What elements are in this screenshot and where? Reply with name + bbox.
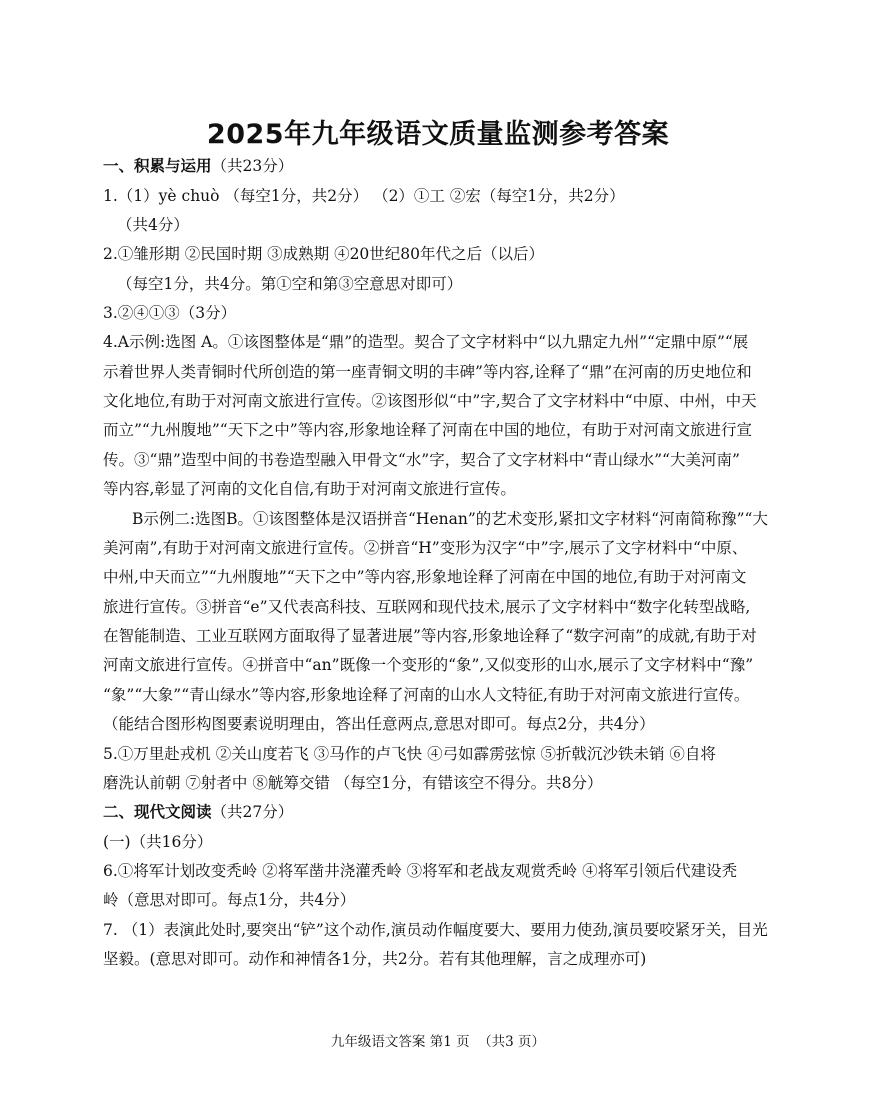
answer-line: 美河南”,有助于对河南文旅进行宣传。②拼音“H”变形为汉字“中”字,展示了文字材料中“中原、 xyxy=(103,539,748,557)
answer-line: 4.A示例:选图 A。①该图整体是“鼎”的造型。契合了文字材料中“以九鼎定九州”“定鼎中原”“展 xyxy=(103,333,749,351)
answer-line: 传。③“鼎”造型中间的书卷造型融入甲骨文“水”字，契合了文字材料中“青山绿水”“大美河南” xyxy=(103,451,740,469)
answer-line: 中州,中天而立”“九州腹地”“天下之中”等内容,形象地诠释了河南在中国的地位,有助于对河南文 xyxy=(103,568,747,586)
section-heading-2 xyxy=(103,802,293,822)
answer-line: B示例二:选图B。①该图整体是汉语拼音“Henan”的艺术变形,紧扣文字材料“河南简称豫”“大 xyxy=(132,510,768,528)
answer-line: “象”“大象”“青山绿水”等内容,形象地诠释了河南的山水人文特征,有助于对河南文旅进行宣传。 xyxy=(103,686,750,704)
answer-line: 坚毅。(意思对即可。动作和神情各1分，共2分。若有其他理解，言之成理亦可) xyxy=(103,950,647,968)
answer-line: （每空1分，共4分。第①空和第③空意思对即可） xyxy=(117,275,463,293)
answer-line: 河南文旅进行宣传。④拼音中“an”既像一个变形的“象”,又似变形的山水,展示了文字材料中“豫” xyxy=(103,656,754,674)
section-score: （共27分） xyxy=(211,803,294,821)
answer-line: 等内容,彰显了河南的文化自信,有助于对河南文旅进行宣传。 xyxy=(103,480,516,498)
answer-line: （能结合图形构图要素说明理由，答出任意两点,意思对即可。每点2分，共4分） xyxy=(103,715,655,733)
answer-line: 文化地位,有助于对河南文旅进行宣传。②该图形似“中”字,契合了文字材料中“中原、中州，中天 xyxy=(103,392,757,410)
answer-line: 磨洗认前朝 ⑦射者中 ⑧觥筹交错 （每空1分，有错该空不得分。共8分） xyxy=(103,774,603,792)
section-score: （共23分） xyxy=(211,157,294,175)
answer-line: 在智能制造、工业互联网方面取得了显著进展”等内容,形象地诠释了“数字河南”的成就,有助于对 xyxy=(103,627,757,645)
answer-line: 1.（1）yè chuò （每空1分，共2分） （2）①工 ②宏（每空1分，共2分） xyxy=(103,187,625,205)
answer-line: 3.②④①③（3分） xyxy=(103,304,237,322)
answer-line: 旅进行宣传。③拼音“e”又代表高科技、互联网和现代技术,展示了文字材料中“数字化转型战略, xyxy=(103,598,751,616)
section-heading-1 xyxy=(103,156,293,176)
answer-line: 5.①万里赴戎机 ②关山度若飞 ③马作的卢飞快 ④弓如霹雳弦惊 ⑤折戟沉沙铁未销 ⑥自将 xyxy=(103,745,716,763)
answer-line: 6.①将军计划改变秃岭 ②将军凿井浇灌秃岭 ③将军和老战友观赏秃岭 ④将军引领后代建设秃 xyxy=(103,862,738,880)
answer-line: 而立”“九州腹地”“天下之中”等内容,形象地诠释了河南在中国的地位，有助于对河南文旅进行宣 xyxy=(103,421,753,439)
section-name: 一、积累与运用 xyxy=(103,156,212,175)
answer-line: (一)（共16分） xyxy=(103,833,213,851)
answer-line: 岭（意思对即可。每点1分，共4分） xyxy=(103,891,356,909)
page-title: 2025年九年级语文质量监测参考答案 xyxy=(206,119,670,150)
answer-line: 2.①雏形期 ②民国时期 ③成熟期 ④20世纪80年代之后（以后） xyxy=(103,245,545,263)
section-name: 二、现代文阅读 xyxy=(103,802,212,821)
answer-line: 7. （1）表演此处时,要突出“铲”这个动作,演员动作幅度要大、要用力使劲,演员要咬紧牙关，目光 xyxy=(103,921,768,939)
page-footer: 九年级语文答案 第1 页 （共3 页） xyxy=(330,1034,546,1050)
answer-line: 示着世界人类青铜时代所创造的第一座青铜文明的丰碑”等内容,诠释了“鼎”在河南的历史地位和 xyxy=(103,363,752,381)
answer-line: （共4分） xyxy=(117,216,189,234)
